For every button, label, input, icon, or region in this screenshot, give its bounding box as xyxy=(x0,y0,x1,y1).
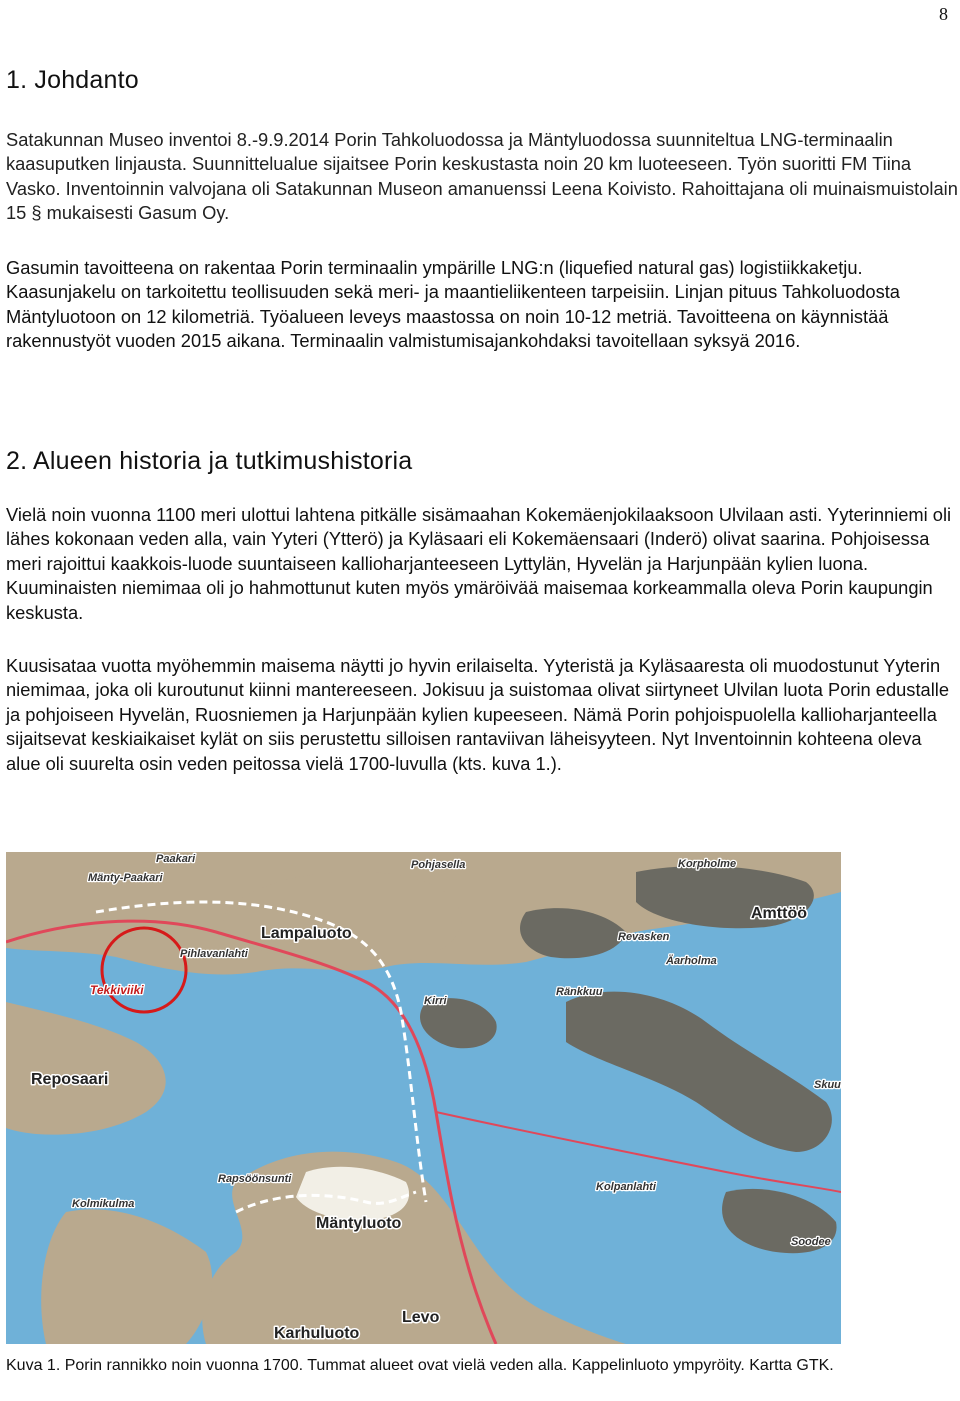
map-label: Ränkkuu xyxy=(556,986,603,998)
map-label: Lampaluoto xyxy=(261,925,352,942)
map-label: Kirri xyxy=(424,995,447,1007)
map-label: Korpholme xyxy=(678,858,737,870)
map-label: Paakari xyxy=(156,853,196,865)
map-label: Pohjasella xyxy=(411,859,466,871)
map-label: Skuu xyxy=(814,1079,841,1091)
section-heading-introduction: 1. Johdanto xyxy=(6,66,139,94)
map-label: Soodee xyxy=(791,1236,831,1248)
map-label: Amttöö xyxy=(751,905,807,922)
historical-coast-map xyxy=(6,852,841,1344)
page-number: 8 xyxy=(939,4,948,24)
history-paragraph-1: Vielä noin vuonna 1100 meri ulottui lahtena pitkälle sisämaahan Kokemäenjokilaaksoon Ulvilaan asti. Yyterinniemi oli lähes kokonaan veden alla, vain Yyteri (Ytterö) ja Kyläsaari eli Kokemäensaari (Inderö) olivat saarina. Pohjoisessa meri rajoittui kaakkois-luode suuntaiseen kallioharjanteeseen Lyttylän, Hyvelän ja Harjunpään kylien luona. Kuuminaisten niemimaa oli jo hahmottunut kuten myös ymäröivää maisemaa korkeammalla oleva Porin kaupungin keskusta. xyxy=(6,504,952,623)
map-label: Kolmikulma xyxy=(72,1198,135,1210)
map-label: Revasken xyxy=(618,931,670,943)
map-label: Äarholma xyxy=(666,955,717,967)
intro-paragraph-2: Gasumin tavoitteena on rakentaa Porin terminaalin ympärille LNG:n (liquefied natural gas) logistiikkaketju. Kaasunjakelu on tarkoitettu teollisuuden sekä meri- ja maantieliikenteen tarpeisiin. Linjan pituus Tahkoluodosta Mäntyluotoon on 12 kilometriä. Työalueen leveys maastossa on noin 10-12 metriä. Tavoitteena on käynnistää rakennustyöt vuoden 2015 aikana. Terminaalin valmistumisajankohdaksi tavoitellaan syksyä 2016. xyxy=(6,257,900,352)
section-heading-history: 2. Alueen historia ja tutkimushistoria xyxy=(6,447,413,475)
map-label: Mänty-Paakari xyxy=(88,872,163,884)
history-paragraph-2: Kuusisataa vuotta myöhemmin maisema näytti jo hyvin erilaiselta. Yyteristä ja Kyläsaaresta oli muodostunut Yyterin niemimaa, joka oli kuroutunut kiinni mantereeseen. Jokisuu ja suistomaa olivat siirtyneet Ulvilan luota Porin edustalle ja pohjoiseen Hyvelän, Ruosniemen ja Harjunpään kylien kupeeseen. Nämä Porin pohjoispuolella kallioharjanteella sijaitsevat keskiaikaiset kylät on siis perustettu silloisen rantaviivan läheisyyteen. Nyt Inventoinnin kohteena oleva alue oli suurelta osin veden peitossa vielä 1700-luvulla (kts. kuva 1.). xyxy=(6,655,949,774)
intro-paragraph-1: Satakunnan Museo inventoi 8.-9.9.2014 Porin Tahkoluodossa ja Mäntyluodossa suunniteltua LNG-terminaalin kaasuputken linjausta. Suunnittelualue sijaitsee Porin keskustasta noin 20 km luoteeseen. Työn suoritti FM Tiina Vasko. Inventoinnin valvojana oli Satakunnan Museon amanuenssi Leena Koivisto. Rahoittajana oli muinaismuistolain 15 § mukaisesti Gasum Oy. xyxy=(6,129,958,224)
map-label: Rapsöönsunti xyxy=(218,1173,292,1185)
map-label: Reposaari xyxy=(31,1071,109,1088)
figure-caption: Kuva 1. Porin rannikko noin vuonna 1700. Tummat alueet ovat vielä veden alla. Kappelinluoto ympyröity. Kartta GTK. xyxy=(6,1357,834,1374)
map-label: Mäntyluoto xyxy=(316,1215,402,1232)
map-label: Pihlavanlahti xyxy=(180,948,248,960)
map-label: Kolpanlahti xyxy=(596,1181,656,1193)
map-label: Karhuluoto xyxy=(274,1325,360,1342)
map-label: Tekkiviiki xyxy=(90,983,144,997)
map-label: Levo xyxy=(402,1309,440,1326)
